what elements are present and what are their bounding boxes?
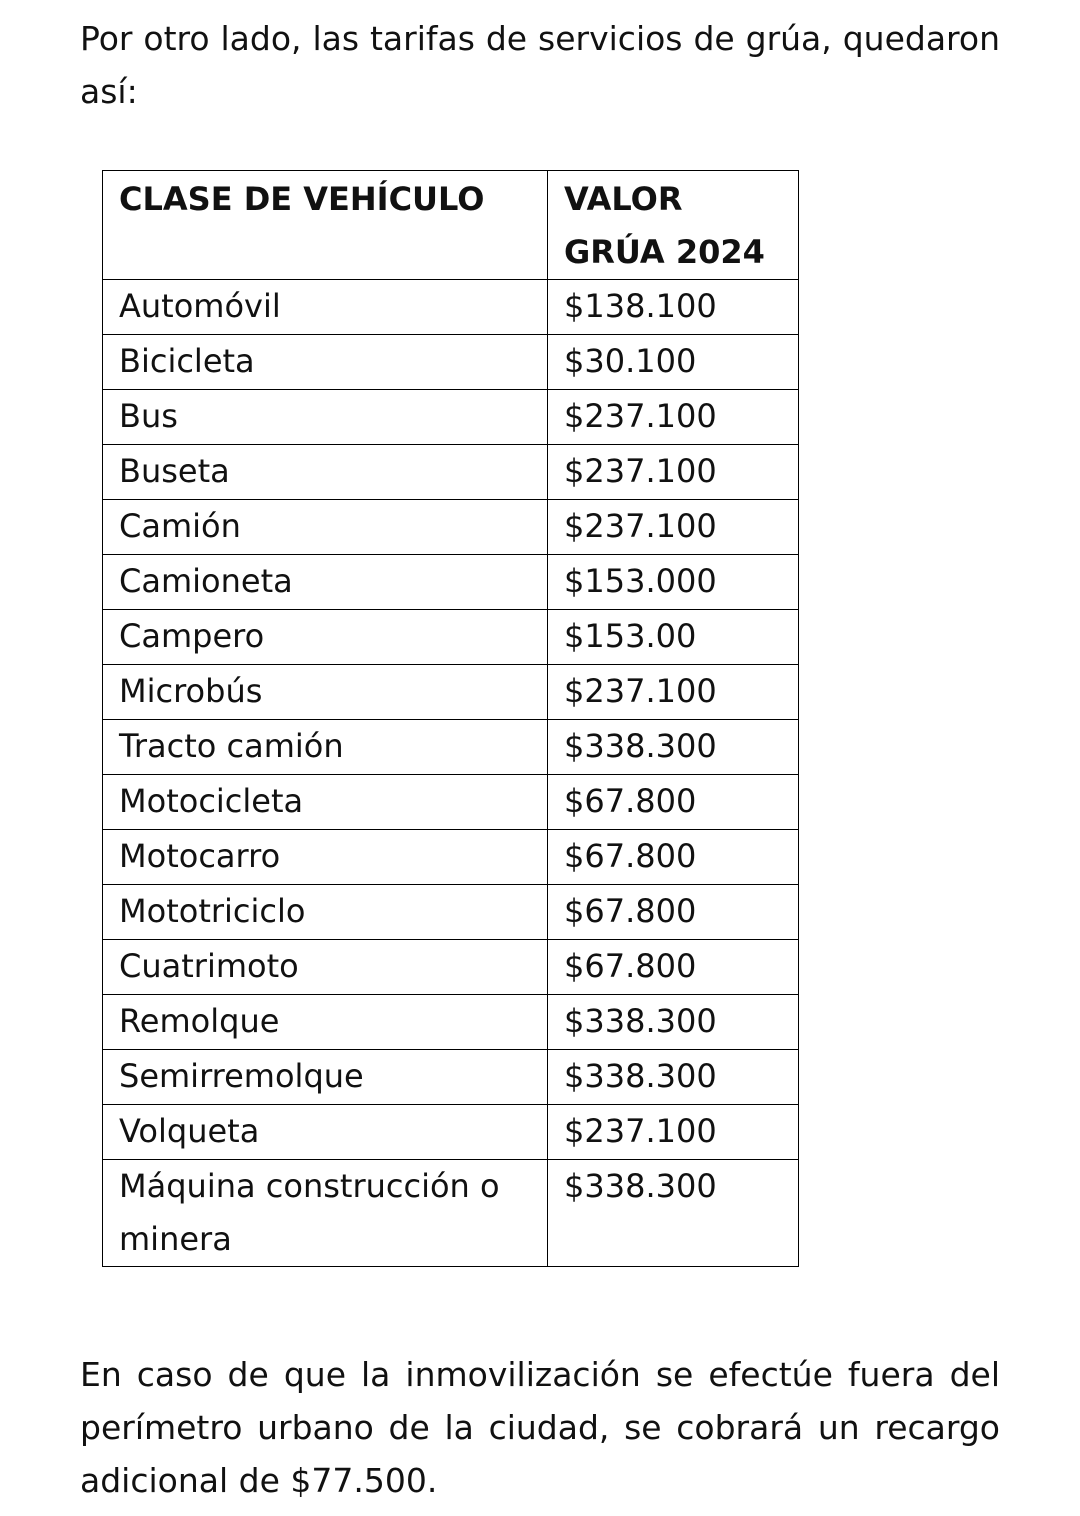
vehicle-class-cell: Cuatrimoto <box>103 940 548 995</box>
tow-value-cell: $30.100 <box>548 335 799 390</box>
vehicle-class-cell: Camioneta <box>103 555 548 610</box>
vehicle-class-cell: Motocarro <box>103 830 548 885</box>
tow-value-cell: $237.100 <box>548 390 799 445</box>
vehicle-class-cell: Máquina construcción o minera <box>103 1160 548 1267</box>
tow-value-cell: $138.100 <box>548 280 799 335</box>
table-row <box>103 665 799 720</box>
vehicle-class-cell: Microbús <box>103 665 548 720</box>
vehicle-class-cell: Semirremolque <box>103 1050 548 1105</box>
header-tow-value: VALOR GRÚA 2024 <box>548 171 799 280</box>
tow-value-cell: $67.800 <box>548 830 799 885</box>
tow-value-cell: $153.00 <box>548 610 799 665</box>
tow-value-cell: $67.800 <box>548 940 799 995</box>
table-row <box>103 775 799 830</box>
tow-value-cell: $153.000 <box>548 555 799 610</box>
tow-value-cell: $67.800 <box>548 885 799 940</box>
intro-paragraph: Por otro lado, las tarifas de servicios de grúa, quedaron así: <box>80 19 1000 111</box>
table-row <box>103 610 799 665</box>
tow-value-cell: $338.300 <box>548 995 799 1050</box>
table-row <box>103 720 799 775</box>
tow-value-cell: $237.100 <box>548 665 799 720</box>
tow-value-cell: $237.100 <box>548 500 799 555</box>
tow-value-cell: $338.300 <box>548 720 799 775</box>
table-row <box>103 830 799 885</box>
table-row <box>103 280 799 335</box>
table-row <box>103 500 799 555</box>
table-row <box>103 445 799 500</box>
vehicle-class-cell: Campero <box>103 610 548 665</box>
vehicle-class-cell: Mototriciclo <box>103 885 548 940</box>
table-row <box>103 555 799 610</box>
tow-value-cell: $338.300 <box>548 1160 799 1267</box>
vehicle-class-cell: Motocicleta <box>103 775 548 830</box>
vehicle-class-cell: Camión <box>103 500 548 555</box>
vehicle-class-cell: Tracto camión <box>103 720 548 775</box>
tow-value-cell: $237.100 <box>548 445 799 500</box>
table-row <box>103 390 799 445</box>
tow-value-cell: $237.100 <box>548 1105 799 1160</box>
vehicle-class-cell: Buseta <box>103 445 548 500</box>
table-header-row <box>103 171 799 280</box>
vehicle-class-cell: Automóvil <box>103 280 548 335</box>
table-row <box>103 940 799 995</box>
tow-rates-table <box>102 170 799 1267</box>
table-row <box>103 335 799 390</box>
tow-value-cell: $338.300 <box>548 1050 799 1105</box>
table-row <box>103 885 799 940</box>
vehicle-class-cell: Volqueta <box>103 1105 548 1160</box>
table-row <box>103 1160 799 1267</box>
tow-value-cell: $67.800 <box>548 775 799 830</box>
vehicle-class-cell: Bicicleta <box>103 335 548 390</box>
table-row <box>103 1050 799 1105</box>
vehicle-class-cell: Remolque <box>103 995 548 1050</box>
table-row <box>103 1105 799 1160</box>
table-row <box>103 995 799 1050</box>
outro-paragraph: En caso de que la inmovilización se efectúe fuera del perímetro urbano de la ciudad, se cobrará un recargo adicional de $77.500. <box>80 1355 1000 1500</box>
vehicle-class-cell: Bus <box>103 390 548 445</box>
header-vehicle-class: CLASE DE VEHÍCULO <box>103 171 548 280</box>
